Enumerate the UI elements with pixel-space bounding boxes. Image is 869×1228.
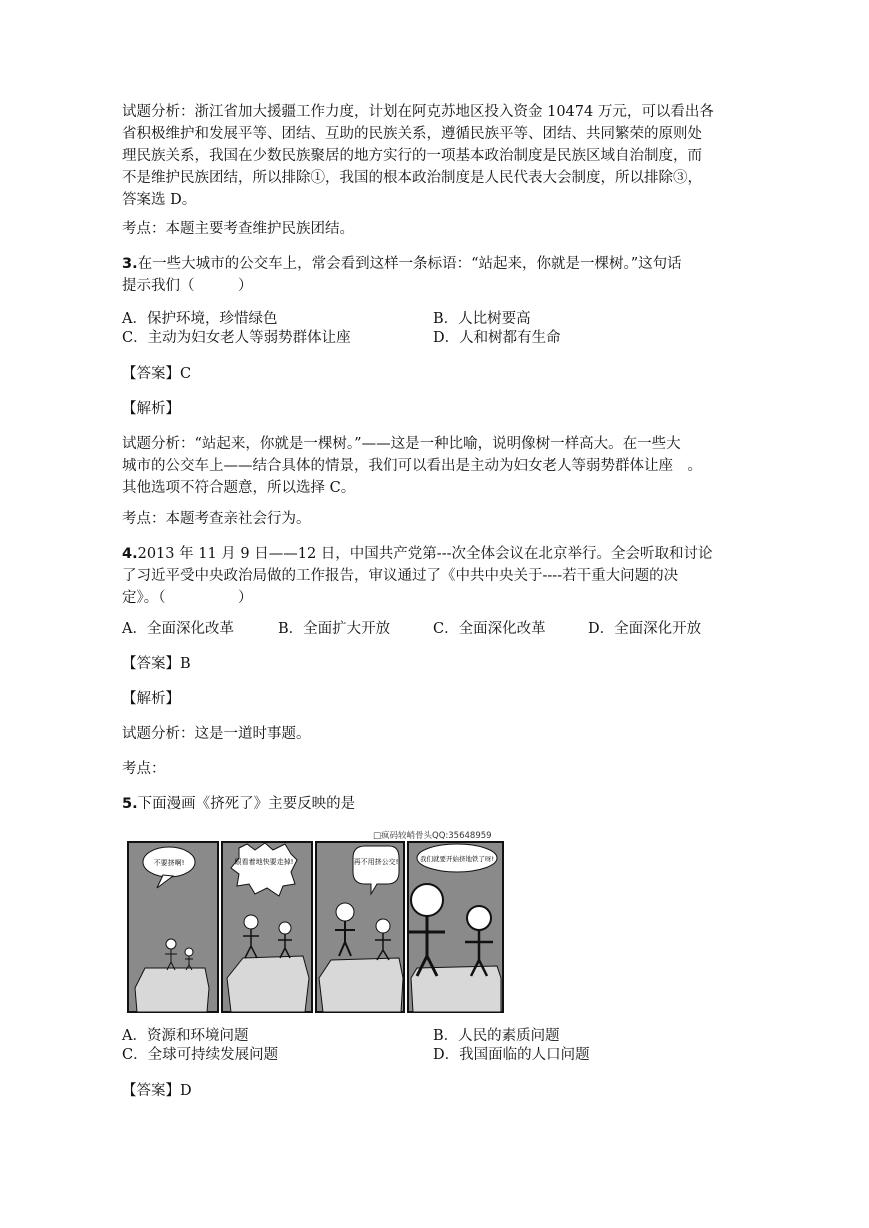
q3-option-b: B．人比树要高 [433, 311, 531, 327]
q3-option-d: D．人和树都有生命 [433, 330, 561, 346]
q3-option-c: C．主动为妇女老人等弱势群体让座 [122, 330, 351, 346]
comic-panel [316, 842, 404, 1012]
q4-option-d: D．全面深化开放 [588, 621, 702, 637]
top-kaodian: 考点：本题主要考查维护民族团结。 [122, 221, 354, 237]
question-3-stem [122, 253, 762, 297]
question-number: 3. [122, 256, 138, 272]
stem-line: 下面漫画《挤死了》主要反映的是 [137, 796, 356, 812]
q4-jiexi: 【解析】 [122, 691, 180, 707]
q4-option-a: A．全面深化改革 [122, 621, 234, 637]
q5-option-c: C．全球可持续发展问题 [122, 1047, 279, 1063]
analysis-line: 不是维护民族团结，所以排除①，我国的根本政治制度是人民代表大会制度，所以排除③， [122, 170, 702, 186]
question-5-stem [122, 793, 762, 815]
question-number: 4. [122, 546, 138, 562]
comic-panel [128, 842, 218, 1012]
q4-option-c: C．全面深化改革 [433, 621, 546, 637]
question-number: 5. [122, 796, 138, 812]
q3-option-a: A．保护环境，珍惜绿色 [122, 311, 278, 327]
q5-option-d: D．我国面临的人口问题 [433, 1047, 590, 1063]
q3-jiexi: 【解析】 [122, 401, 180, 417]
stem-line: 了习近平受中央政治局做的工作报告，审议通过了《中共中央关于----若干重大问题的决 [122, 568, 679, 584]
stem-line: 在一些大城市的公交车上，常会看到这样一条标语：“站起来，你就是一棵树。”这句话 [137, 256, 682, 272]
analysis-line: 试题分析：“站起来，你就是一棵树。”——这是一种比喻，说明像树一样高大。在一些大 [122, 436, 681, 452]
q3-kaodian: 考点：本题考查亲社会行为。 [122, 511, 311, 527]
analysis-line: 其他选项不符合题意，所以选择 C。 [122, 480, 356, 496]
q5-answer: 【答案】D [122, 1083, 192, 1099]
stem-line: 2013 年 11 月 9 日——12 日，中国共产党第---次全体会议在北京举行。全会听取和讨论 [137, 546, 713, 562]
question-4-stem [122, 543, 762, 609]
analysis-line: 试题分析：浙江省加大援疆工作力度，计划在阿克苏地区投入资金 10474 万元，可以看出各 [122, 104, 714, 120]
q3-analysis [122, 433, 762, 499]
q4-analysis: 试题分析：这是一道时事题。 [122, 726, 311, 742]
q4-option-b: B．全面扩大开放 [278, 621, 391, 637]
stem-line: 定》。（ ） [122, 590, 253, 606]
speech-bubble-text: 不要挤啊! [153, 859, 185, 867]
q4-kaodian: 考点： [122, 761, 166, 777]
speech-bubble-text: 再不用挤公交! [353, 858, 399, 866]
comic-watermark: □疯码较峭骨头QQ:35648959 [373, 831, 492, 841]
stem-line: 提示我们（ ） [122, 278, 253, 294]
analysis-line: 省积极维护和发展平等、团结、互助的民族关系，遵循民族平等、团结、共同繁荣的原则处 [122, 126, 702, 142]
comic-panel [222, 842, 312, 1012]
comic-image [127, 828, 505, 1014]
q5-option-a: A．资源和环境问题 [122, 1028, 249, 1044]
top-analysis [122, 101, 762, 211]
q5-option-b: B．人民的素质问题 [433, 1028, 560, 1044]
analysis-line: 答案选 D。 [122, 192, 197, 208]
speech-bubble-text: 眼看着地快要走掉! [234, 858, 294, 866]
q3-answer: 【答案】C [122, 366, 192, 382]
q4-answer: 【答案】B [122, 656, 191, 672]
analysis-line: 理民族关系，我国在少数民族聚居的地方实行的一项基本政治制度是民族区域自治制度，而 [122, 148, 702, 164]
speech-bubble-text: 我们就要开始挤地铁了呀! [419, 855, 495, 863]
comic-panel [408, 842, 503, 1012]
analysis-line: 城市的公交车上——结合具体的情景，我们可以看出是主动为妇女老人等弱势群体让座 。 [122, 458, 702, 474]
